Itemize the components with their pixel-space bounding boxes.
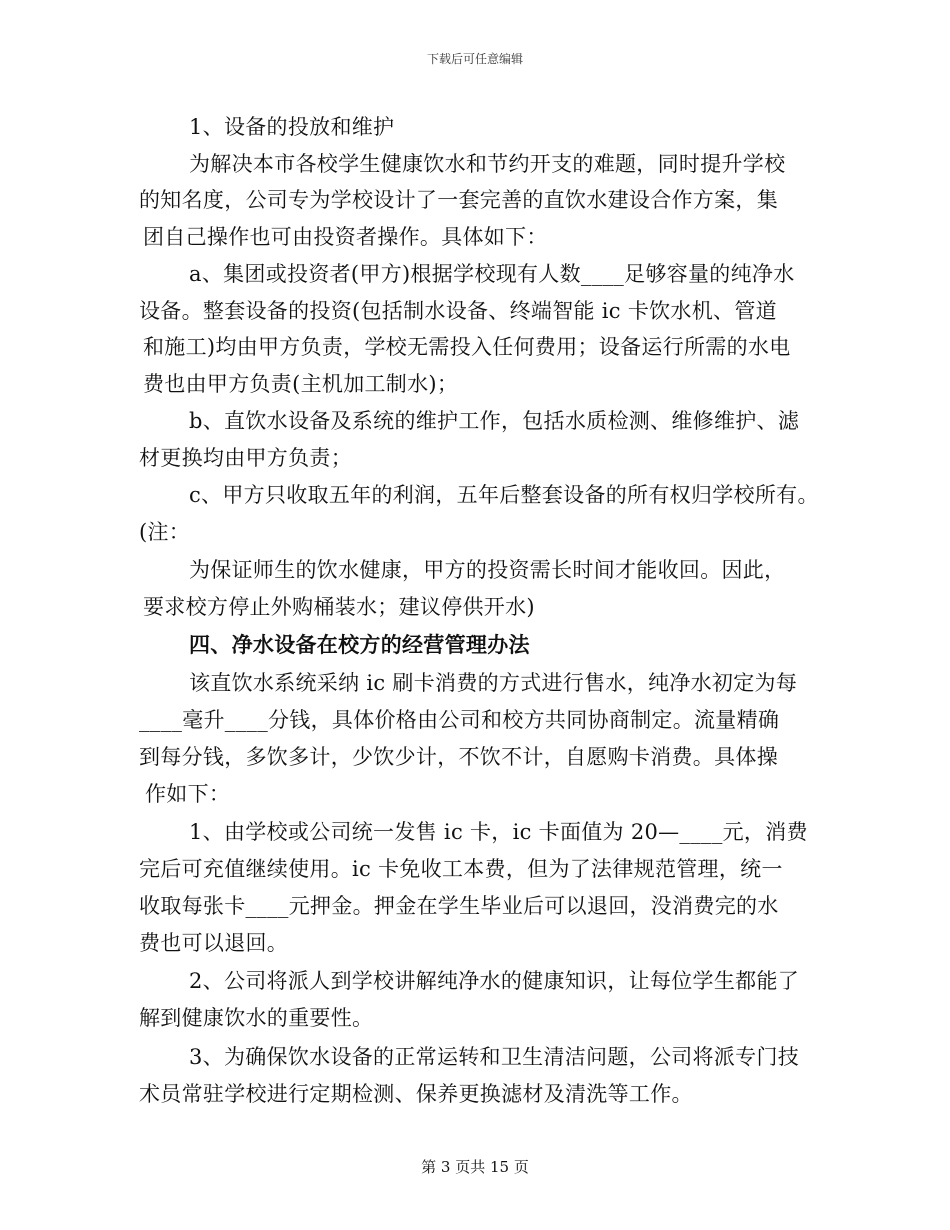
paragraph-line: 和施工)均由甲方负责，学校无需投入任何费用；设备运行所需的水电 [143,335,791,359]
paragraph-line: 团自己操作也可由投资者操作。具体如下： [143,225,548,249]
paragraph-line: 1、由学校或公司统一发售 ic 卡，ic 卡面值为 20—____元，消费 [189,820,808,844]
paragraph-line: 术员常驻学校进行定期检测、保养更换滤材及清洗等工作。 [139,1082,693,1106]
paragraph-line: 收取每张卡____元押金。押金在学生毕业后可以退回，没消费完的水 [139,894,779,918]
paragraph-line: ____毫升____分钱，具体价格由公司和校方共同协商制定。流量精确 [139,708,780,732]
paragraph-line: 3、为确保饮水设备的正常运转和卫生清洁问题，公司将派专门技 [189,1045,800,1069]
paragraph-line: 的知名度，公司专为学校设计了一套完善的直饮水建设合作方案，集 [139,188,778,212]
paragraph-line: b、直饮水设备及系统的维护工作，包括水质检测、维修维护、滤 [189,409,800,433]
paragraph-line: 设备。整套设备的投资(包括制水设备、终端智能 ic 卡饮水机、管道 [139,299,777,323]
paragraph-line: 要求校方停止外购桶装水；建议停供开水) [143,595,535,619]
paragraph-line: 完后可充值继续使用。ic 卡免收工本费，但为了法律规范管理，统一 [139,857,783,881]
paragraph-line: a、集团或投资者(甲方)根据学校现有人数____足够容量的纯净水 [189,262,795,286]
paragraph-line: (注： [139,520,191,544]
section-heading-equipment: 1、设备的投放和维护 [189,115,395,139]
page-header: 下载后可任意编辑 [426,52,523,66]
paragraph-line: 为解决本市各校学生健康饮水和节约开支的难题，同时提升学校 [189,152,786,176]
paragraph-line: 费也可以退回。 [139,931,289,955]
section-heading-management: 四、净水设备在校方的经营管理办法 [189,632,530,657]
page-footer: 第 3 页共 15 页 [421,1158,529,1176]
paragraph-line: 解到健康饮水的重要性。 [139,1006,374,1030]
paragraph-line: 为保证师生的饮水健康，甲方的投资需长时间才能收回。因此， [189,558,786,582]
paragraph-line: c、甲方只收取五年的利润，五年后整套设备的所有权归学校所有。 [189,483,819,507]
paragraph-line: 该直饮水系统采纳 ic 刷卡消费的方式进行售水，纯净水初定为每 [189,671,798,695]
paragraph-line: 2、公司将派人到学校讲解纯净水的健康知识，让每位学生都能了 [189,969,800,993]
paragraph-line: 费也由甲方负责(主机加工制水)； [143,372,459,396]
paragraph-line: 作如下： [145,782,231,806]
paragraph-line: 材更换均由甲方负责； [139,446,352,470]
paragraph-line: 到每分钱，多饮多计，少饮少计，不饮不计，自愿购卡消费。具体操 [139,745,778,769]
